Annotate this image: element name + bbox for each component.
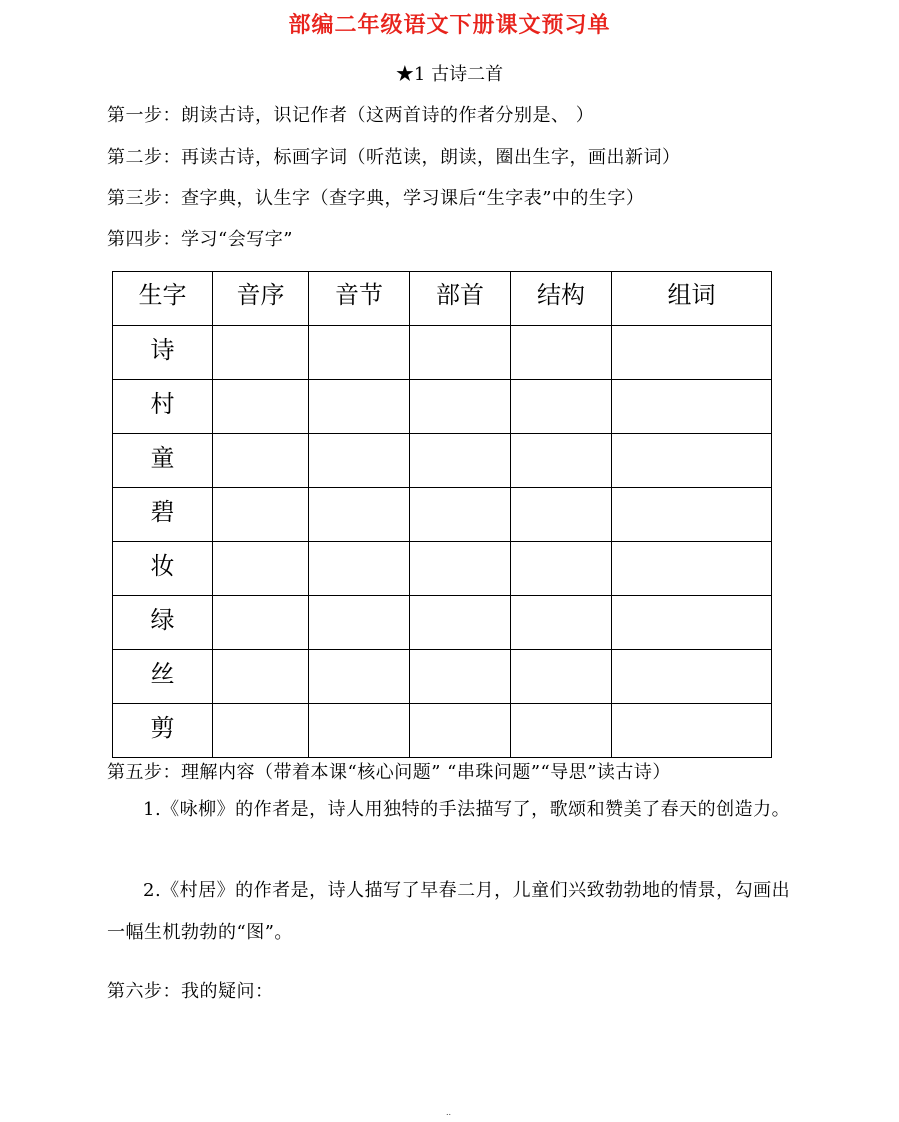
blank-cell[interactable] — [213, 326, 309, 380]
question-1: 1.《咏柳》的作者是，诗人用独特的手法描写了，歌颂和赞美了春天的创造力。 — [143, 799, 791, 820]
char-cell: 妆 — [113, 542, 213, 596]
char-cell: 村 — [113, 380, 213, 434]
blank-cell[interactable] — [213, 650, 309, 704]
blank-cell[interactable] — [511, 542, 612, 596]
blank-cell[interactable] — [309, 596, 410, 650]
blank-cell[interactable] — [612, 596, 772, 650]
char-cell: 剪 — [113, 704, 213, 758]
table-row — [113, 542, 772, 596]
blank-cell[interactable] — [309, 326, 410, 380]
blank-cell[interactable] — [213, 596, 309, 650]
step-1: 第一步：朗读古诗，识记作者（这两首诗的作者分别是、 ） — [107, 105, 595, 126]
blank-cell[interactable] — [309, 488, 410, 542]
blank-cell[interactable] — [410, 326, 511, 380]
blank-cell[interactable] — [309, 650, 410, 704]
char-cell: 丝 — [113, 650, 213, 704]
blank-cell[interactable] — [213, 488, 309, 542]
header-yinxu: 音序 — [213, 272, 309, 326]
blank-cell[interactable] — [612, 380, 772, 434]
blank-cell[interactable] — [511, 650, 612, 704]
header-shengzi: 生字 — [113, 272, 213, 326]
character-table — [112, 271, 772, 758]
blank-cell[interactable] — [410, 542, 511, 596]
blank-cell[interactable] — [410, 380, 511, 434]
table-row — [113, 380, 772, 434]
step-2: 第二步：再读古诗，标画字词（听范读，朗读，圈出生字，画出新词） — [107, 147, 681, 168]
blank-cell[interactable] — [511, 488, 612, 542]
char-cell: 童 — [113, 434, 213, 488]
blank-cell[interactable] — [511, 704, 612, 758]
blank-cell[interactable] — [511, 434, 612, 488]
blank-cell[interactable] — [612, 488, 772, 542]
question-2: 2.《村居》的作者是，诗人描写了早春二月，儿童们兴致勃勃地的情景，勾画出一幅生机勃勃的“图”。 — [107, 880, 791, 943]
blank-cell[interactable] — [309, 434, 410, 488]
blank-cell[interactable] — [410, 704, 511, 758]
table-header-row — [113, 272, 772, 326]
blank-cell[interactable] — [612, 434, 772, 488]
lesson-title: ★1 古诗二首 — [395, 64, 504, 85]
table-row — [113, 488, 772, 542]
blank-cell[interactable] — [612, 326, 772, 380]
footer-mark: .. — [446, 1108, 452, 1117]
table-row — [113, 596, 772, 650]
table-row — [113, 434, 772, 488]
table-row — [113, 326, 772, 380]
table-row — [113, 704, 772, 758]
table-row — [113, 650, 772, 704]
blank-cell[interactable] — [309, 704, 410, 758]
blank-cell[interactable] — [410, 650, 511, 704]
blank-cell[interactable] — [511, 596, 612, 650]
blank-cell[interactable] — [410, 488, 511, 542]
blank-cell[interactable] — [612, 650, 772, 704]
blank-cell[interactable] — [213, 704, 309, 758]
blank-cell[interactable] — [309, 542, 410, 596]
header-zuci: 组词 — [612, 272, 772, 326]
blank-cell[interactable] — [511, 380, 612, 434]
step-6: 第六步：我的疑问： — [107, 981, 274, 1002]
step-3: 第三步：查字典，认生字（查字典，学习课后“生字表”中的生字） — [107, 188, 645, 209]
blank-cell[interactable] — [410, 596, 511, 650]
header-bushou: 部首 — [410, 272, 511, 326]
blank-cell[interactable] — [612, 542, 772, 596]
blank-cell[interactable] — [213, 542, 309, 596]
blank-cell[interactable] — [612, 704, 772, 758]
header-jiegou: 结构 — [511, 272, 612, 326]
char-cell: 诗 — [113, 326, 213, 380]
char-cell: 碧 — [113, 488, 213, 542]
blank-cell[interactable] — [309, 380, 410, 434]
worksheet-title: 部编二年级语文下册课文预习单 — [288, 12, 611, 38]
blank-cell[interactable] — [511, 326, 612, 380]
header-yinjie: 音节 — [309, 272, 410, 326]
step-4: 第四步：学习“会写字” — [107, 229, 293, 250]
blank-cell[interactable] — [410, 434, 511, 488]
step-5: 第五步：理解内容（带着本课“核心问题” “串珠问题”“导思”读古诗） — [107, 762, 671, 783]
blank-cell[interactable] — [213, 380, 309, 434]
blank-cell[interactable] — [213, 434, 309, 488]
char-cell: 绿 — [113, 596, 213, 650]
